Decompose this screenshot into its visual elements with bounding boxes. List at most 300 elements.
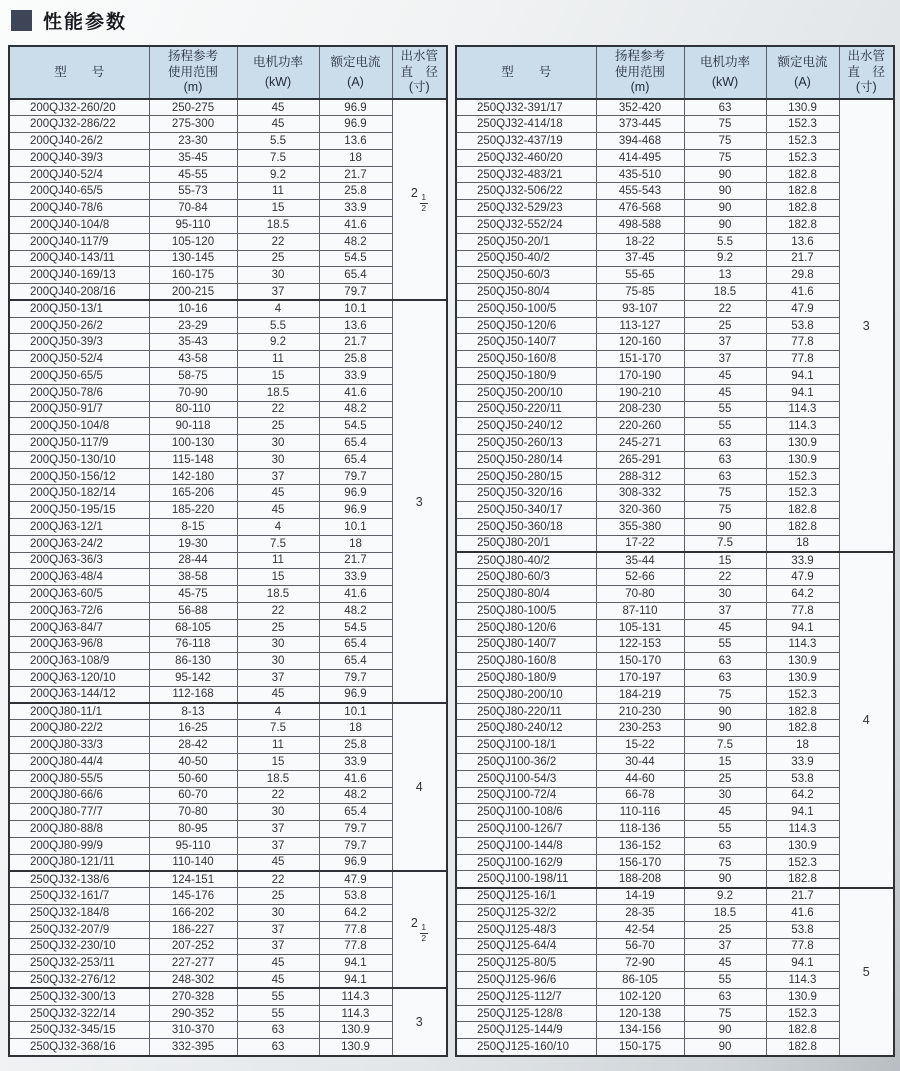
- power-cell: 22: [237, 602, 319, 619]
- current-cell: 96.9: [319, 854, 392, 871]
- range-cell: 332-395: [149, 1039, 237, 1056]
- current-cell: 182.8: [766, 183, 839, 200]
- model-cell: 200QJ63-48/4: [9, 569, 149, 586]
- power-cell: 5.5: [237, 133, 319, 150]
- column-header-current: 额定电流 (A): [319, 46, 392, 99]
- power-cell: 55: [684, 401, 766, 418]
- table-row: [9, 284, 447, 301]
- power-cell: 37: [684, 351, 766, 368]
- model-cell: 250QJ50-240/12: [456, 418, 596, 435]
- power-cell: 11: [237, 737, 319, 754]
- range-cell: 44-60: [596, 770, 684, 787]
- model-cell: 200QJ50-91/7: [9, 401, 149, 418]
- model-cell: 200QJ40-39/3: [9, 149, 149, 166]
- range-cell: 170-190: [596, 368, 684, 385]
- power-cell: 25: [684, 317, 766, 334]
- power-cell: 30: [237, 905, 319, 922]
- power-cell: 45: [237, 116, 319, 133]
- current-cell: 33.9: [319, 200, 392, 217]
- current-cell: 182.8: [766, 1022, 839, 1039]
- current-cell: 182.8: [766, 703, 839, 720]
- power-cell: 90: [684, 871, 766, 888]
- range-cell: 355-380: [596, 519, 684, 536]
- current-cell: 114.3: [766, 821, 839, 838]
- range-cell: 110-140: [149, 854, 237, 871]
- model-cell: 250QJ50-120/6: [456, 317, 596, 334]
- power-cell: 37: [237, 837, 319, 854]
- range-cell: 136-152: [596, 837, 684, 854]
- column-header-pipe: 出水管 直 径 (寸): [839, 46, 894, 99]
- model-cell: 250QJ125-112/7: [456, 988, 596, 1005]
- model-cell: 250QJ32-276/12: [9, 972, 149, 989]
- current-cell: 130.9: [766, 435, 839, 452]
- current-cell: 152.3: [766, 149, 839, 166]
- model-cell: 250QJ32-506/22: [456, 183, 596, 200]
- column-header-range: 扬程参考 使用范围 (m): [149, 46, 237, 99]
- model-cell: 200QJ50-13/1: [9, 300, 149, 317]
- bullet-square-icon: [11, 10, 32, 31]
- table-row: [9, 837, 447, 854]
- table-row: [456, 116, 894, 133]
- range-cell: 190-210: [596, 384, 684, 401]
- power-cell: 11: [237, 351, 319, 368]
- model-cell: 250QJ50-200/10: [456, 384, 596, 401]
- range-cell: 373-445: [596, 116, 684, 133]
- model-cell: 250QJ32-391/17: [456, 99, 596, 116]
- model-cell: 250QJ100-126/7: [456, 821, 596, 838]
- model-cell: 250QJ32-253/11: [9, 955, 149, 972]
- range-cell: 16-25: [149, 720, 237, 737]
- model-cell: 250QJ100-36/2: [456, 753, 596, 770]
- model-cell: 200QJ40-52/4: [9, 166, 149, 183]
- power-cell: 30: [684, 787, 766, 804]
- model-cell: 250QJ50-180/9: [456, 368, 596, 385]
- range-cell: 113-127: [596, 317, 684, 334]
- table-row: [9, 250, 447, 267]
- current-cell: 53.8: [319, 888, 392, 905]
- table-row: [456, 368, 894, 385]
- range-cell: 17-22: [596, 535, 684, 552]
- range-cell: 200-215: [149, 284, 237, 301]
- table-row: [456, 770, 894, 787]
- current-cell: 130.9: [766, 988, 839, 1005]
- table-row: [9, 334, 447, 351]
- model-cell: 200QJ80-33/3: [9, 737, 149, 754]
- table-row: [9, 502, 447, 519]
- power-cell: 45: [237, 955, 319, 972]
- power-cell: 25: [237, 888, 319, 905]
- model-cell: 250QJ32-345/15: [9, 1022, 149, 1039]
- model-cell: 250QJ125-144/9: [456, 1022, 596, 1039]
- table-row: [9, 753, 447, 770]
- current-cell: 47.9: [766, 300, 839, 317]
- table-row: [456, 418, 894, 435]
- current-cell: 114.3: [319, 988, 392, 1005]
- current-cell: 54.5: [319, 250, 392, 267]
- table-row: [456, 703, 894, 720]
- power-cell: 15: [684, 753, 766, 770]
- power-cell: 45: [684, 955, 766, 972]
- table-row: [9, 854, 447, 871]
- power-cell: 25: [684, 770, 766, 787]
- range-cell: 130-145: [149, 250, 237, 267]
- current-cell: 48.2: [319, 602, 392, 619]
- range-cell: 76-118: [149, 636, 237, 653]
- table-row: [456, 216, 894, 233]
- power-cell: 30: [237, 804, 319, 821]
- current-cell: 41.6: [319, 586, 392, 603]
- current-cell: 79.7: [319, 468, 392, 485]
- current-cell: 182.8: [766, 519, 839, 536]
- range-cell: 394-468: [596, 133, 684, 150]
- range-cell: 55-73: [149, 183, 237, 200]
- power-cell: 45: [237, 686, 319, 703]
- current-cell: 21.7: [319, 552, 392, 569]
- model-cell: 250QJ80-80/4: [456, 586, 596, 603]
- table-row: [456, 233, 894, 250]
- current-cell: 18: [766, 535, 839, 552]
- power-cell: 25: [237, 250, 319, 267]
- current-cell: 41.6: [319, 770, 392, 787]
- table-row: [456, 670, 894, 687]
- current-cell: 130.9: [319, 1022, 392, 1039]
- model-cell: 250QJ80-240/12: [456, 720, 596, 737]
- power-cell: 90: [684, 703, 766, 720]
- model-cell: 250QJ100-108/6: [456, 804, 596, 821]
- current-cell: 65.4: [319, 804, 392, 821]
- range-cell: 118-136: [596, 821, 684, 838]
- table-row: [9, 133, 447, 150]
- table-row: [456, 804, 894, 821]
- range-cell: 93-107: [596, 300, 684, 317]
- model-cell: 200QJ80-77/7: [9, 804, 149, 821]
- model-cell: 250QJ80-200/10: [456, 686, 596, 703]
- table-row: [9, 804, 447, 821]
- range-cell: 45-55: [149, 166, 237, 183]
- range-cell: 102-120: [596, 988, 684, 1005]
- range-cell: 414-495: [596, 149, 684, 166]
- table-row: [456, 1022, 894, 1039]
- power-cell: 55: [684, 418, 766, 435]
- range-cell: 23-30: [149, 133, 237, 150]
- table-row: [456, 552, 894, 569]
- table-row: [456, 183, 894, 200]
- power-cell: 75: [684, 149, 766, 166]
- current-cell: 21.7: [319, 166, 392, 183]
- power-cell: 45: [684, 804, 766, 821]
- table-row: [9, 351, 447, 368]
- power-cell: 30: [237, 451, 319, 468]
- power-cell: 30: [237, 435, 319, 452]
- model-cell: 250QJ32-368/16: [9, 1039, 149, 1056]
- table-row: [456, 384, 894, 401]
- table-row: [456, 653, 894, 670]
- model-cell: 200QJ80-55/5: [9, 770, 149, 787]
- power-cell: 37: [237, 938, 319, 955]
- performance-table-left-wrap: [8, 45, 448, 1057]
- model-cell: 250QJ50-80/4: [456, 284, 596, 301]
- table-row: [9, 619, 447, 636]
- model-cell: 250QJ100-72/4: [456, 787, 596, 804]
- range-cell: 245-271: [596, 435, 684, 452]
- range-cell: 58-75: [149, 368, 237, 385]
- table-row: [456, 485, 894, 502]
- model-cell: 250QJ100-54/3: [456, 770, 596, 787]
- model-cell: 250QJ32-300/13: [9, 988, 149, 1005]
- current-cell: 54.5: [319, 418, 392, 435]
- power-cell: 9.2: [237, 334, 319, 351]
- current-cell: 18: [319, 720, 392, 737]
- current-cell: 130.9: [766, 653, 839, 670]
- model-cell: 250QJ50-320/16: [456, 485, 596, 502]
- power-cell: 22: [237, 787, 319, 804]
- current-cell: 96.9: [319, 116, 392, 133]
- power-cell: 45: [237, 99, 319, 116]
- table-row: [9, 485, 447, 502]
- range-cell: 115-148: [149, 451, 237, 468]
- model-cell: 250QJ32-414/18: [456, 116, 596, 133]
- range-cell: 156-170: [596, 854, 684, 871]
- range-cell: 134-156: [596, 1022, 684, 1039]
- model-cell: 200QJ50-39/3: [9, 334, 149, 351]
- current-cell: 94.1: [766, 804, 839, 821]
- table-row: [9, 435, 447, 452]
- section-title: [11, 7, 127, 34]
- table-row: [456, 837, 894, 854]
- model-cell: 250QJ125-96/6: [456, 972, 596, 989]
- current-cell: 65.4: [319, 636, 392, 653]
- table-row: [9, 317, 447, 334]
- model-cell: 200QJ63-108/9: [9, 653, 149, 670]
- pipe-diameter-cell: 3: [392, 988, 447, 1055]
- model-cell: 250QJ80-100/5: [456, 602, 596, 619]
- model-cell: 200QJ63-144/12: [9, 686, 149, 703]
- current-cell: 114.3: [319, 1005, 392, 1022]
- model-cell: 200QJ63-96/8: [9, 636, 149, 653]
- power-cell: 30: [237, 653, 319, 670]
- table-row: [456, 821, 894, 838]
- range-cell: 8-15: [149, 519, 237, 536]
- model-cell: 200QJ50-182/14: [9, 485, 149, 502]
- current-cell: 13.6: [766, 233, 839, 250]
- current-cell: 79.7: [319, 837, 392, 854]
- table-row: [9, 401, 447, 418]
- power-cell: 37: [684, 938, 766, 955]
- current-cell: 48.2: [319, 787, 392, 804]
- range-cell: 105-120: [149, 233, 237, 250]
- power-cell: 90: [684, 166, 766, 183]
- current-cell: 33.9: [319, 569, 392, 586]
- current-cell: 152.3: [766, 116, 839, 133]
- power-cell: 90: [684, 1022, 766, 1039]
- range-cell: 208-230: [596, 401, 684, 418]
- table-row: [9, 451, 447, 468]
- range-cell: 60-70: [149, 787, 237, 804]
- pipe-diameter-cell: 4: [392, 703, 447, 871]
- model-cell: 250QJ100-144/8: [456, 837, 596, 854]
- range-cell: 145-176: [149, 888, 237, 905]
- column-header-power: 电机功率 (kW): [237, 46, 319, 99]
- model-cell: 250QJ125-160/10: [456, 1039, 596, 1056]
- current-cell: 182.8: [766, 166, 839, 183]
- table-row: [9, 703, 447, 720]
- table-row: [9, 267, 447, 284]
- current-cell: 152.3: [766, 485, 839, 502]
- table-row: [456, 569, 894, 586]
- current-cell: 77.8: [766, 938, 839, 955]
- current-cell: 114.3: [766, 972, 839, 989]
- range-cell: 120-160: [596, 334, 684, 351]
- model-cell: 250QJ125-16/1: [456, 888, 596, 905]
- range-cell: 50-60: [149, 770, 237, 787]
- power-cell: 4: [237, 300, 319, 317]
- model-cell: 200QJ50-26/2: [9, 317, 149, 334]
- current-cell: 21.7: [766, 888, 839, 905]
- range-cell: 150-175: [596, 1039, 684, 1056]
- power-cell: 11: [237, 183, 319, 200]
- model-cell: 200QJ80-66/6: [9, 787, 149, 804]
- model-cell: 200QJ32-286/22: [9, 116, 149, 133]
- model-cell: 200QJ80-88/8: [9, 821, 149, 838]
- power-cell: 7.5: [237, 149, 319, 166]
- current-cell: 114.3: [766, 636, 839, 653]
- power-cell: 75: [684, 133, 766, 150]
- current-cell: 33.9: [319, 753, 392, 770]
- power-cell: 30: [684, 586, 766, 603]
- range-cell: 220-260: [596, 418, 684, 435]
- power-cell: 18.5: [684, 905, 766, 922]
- range-cell: 100-130: [149, 435, 237, 452]
- current-cell: 182.8: [766, 502, 839, 519]
- table-row: [456, 888, 894, 905]
- current-cell: 182.8: [766, 871, 839, 888]
- model-cell: 200QJ50-52/4: [9, 351, 149, 368]
- range-cell: 265-291: [596, 451, 684, 468]
- model-cell: 250QJ50-40/2: [456, 250, 596, 267]
- power-cell: 55: [684, 972, 766, 989]
- model-cell: 250QJ50-260/13: [456, 435, 596, 452]
- model-cell: 250QJ32-552/24: [456, 216, 596, 233]
- range-cell: 86-105: [596, 972, 684, 989]
- power-cell: 25: [684, 921, 766, 938]
- table-row: [456, 502, 894, 519]
- table-row: [9, 921, 447, 938]
- power-cell: 18.5: [237, 586, 319, 603]
- model-cell: 250QJ50-20/1: [456, 233, 596, 250]
- model-cell: 250QJ80-120/6: [456, 619, 596, 636]
- range-cell: 186-227: [149, 921, 237, 938]
- model-cell: 200QJ50-130/10: [9, 451, 149, 468]
- power-cell: 7.5: [684, 535, 766, 552]
- range-cell: 68-105: [149, 619, 237, 636]
- range-cell: 72-90: [596, 955, 684, 972]
- table-row: [456, 133, 894, 150]
- range-cell: 55-65: [596, 267, 684, 284]
- table-row: [456, 938, 894, 955]
- current-cell: 41.6: [319, 216, 392, 233]
- current-cell: 33.9: [319, 368, 392, 385]
- model-cell: 250QJ50-160/8: [456, 351, 596, 368]
- range-cell: 288-312: [596, 468, 684, 485]
- range-cell: 150-170: [596, 653, 684, 670]
- current-cell: 13.6: [319, 133, 392, 150]
- power-cell: 25: [237, 418, 319, 435]
- table-row: [9, 552, 447, 569]
- current-cell: 25.8: [319, 183, 392, 200]
- range-cell: 230-253: [596, 720, 684, 737]
- table-row: [9, 988, 447, 1005]
- model-cell: 250QJ80-220/11: [456, 703, 596, 720]
- range-cell: 66-78: [596, 787, 684, 804]
- model-cell: 250QJ32-161/7: [9, 888, 149, 905]
- table-row: [456, 602, 894, 619]
- column-header-power: 电机功率 (kW): [684, 46, 766, 99]
- current-cell: 41.6: [319, 384, 392, 401]
- range-cell: 320-360: [596, 502, 684, 519]
- table-row: [9, 149, 447, 166]
- current-cell: 77.8: [766, 351, 839, 368]
- pipe-diameter-cell: 5: [839, 888, 894, 1056]
- table-row: [9, 1039, 447, 1056]
- power-cell: 5.5: [684, 233, 766, 250]
- range-cell: 14-19: [596, 888, 684, 905]
- table-row: [456, 871, 894, 888]
- table-row: [9, 569, 447, 586]
- table-row: [456, 686, 894, 703]
- current-cell: 130.9: [766, 99, 839, 116]
- model-cell: 200QJ80-11/1: [9, 703, 149, 720]
- power-cell: 15: [237, 368, 319, 385]
- range-cell: 38-58: [149, 569, 237, 586]
- table-row: [9, 300, 447, 317]
- table-row: [9, 670, 447, 687]
- current-cell: 64.2: [766, 586, 839, 603]
- power-cell: 22: [684, 300, 766, 317]
- model-cell: 250QJ125-48/3: [456, 921, 596, 938]
- range-cell: 112-168: [149, 686, 237, 703]
- current-cell: 182.8: [766, 1039, 839, 1056]
- model-cell: 250QJ80-180/9: [456, 670, 596, 687]
- power-cell: 75: [684, 854, 766, 871]
- power-cell: 25: [237, 619, 319, 636]
- range-cell: 120-138: [596, 1005, 684, 1022]
- table-row: [9, 535, 447, 552]
- power-cell: 22: [237, 401, 319, 418]
- model-cell: 250QJ80-20/1: [456, 535, 596, 552]
- current-cell: 94.1: [319, 972, 392, 989]
- model-cell: 250QJ32-322/14: [9, 1005, 149, 1022]
- power-cell: 37: [684, 334, 766, 351]
- model-cell: 250QJ32-460/20: [456, 149, 596, 166]
- model-cell: 200QJ80-99/9: [9, 837, 149, 854]
- current-cell: 25.8: [319, 351, 392, 368]
- table-row: [456, 200, 894, 217]
- range-cell: 142-180: [149, 468, 237, 485]
- current-cell: 94.1: [319, 955, 392, 972]
- current-cell: 33.9: [766, 552, 839, 569]
- range-cell: 188-208: [596, 871, 684, 888]
- power-cell: 63: [684, 653, 766, 670]
- table-row: [9, 871, 447, 888]
- current-cell: 10.1: [319, 703, 392, 720]
- power-cell: 45: [237, 502, 319, 519]
- model-cell: 200QJ80-121/11: [9, 854, 149, 871]
- model-cell: 250QJ80-140/7: [456, 636, 596, 653]
- range-cell: 184-219: [596, 686, 684, 703]
- current-cell: 64.2: [319, 905, 392, 922]
- table-row: [9, 233, 447, 250]
- range-cell: 90-118: [149, 418, 237, 435]
